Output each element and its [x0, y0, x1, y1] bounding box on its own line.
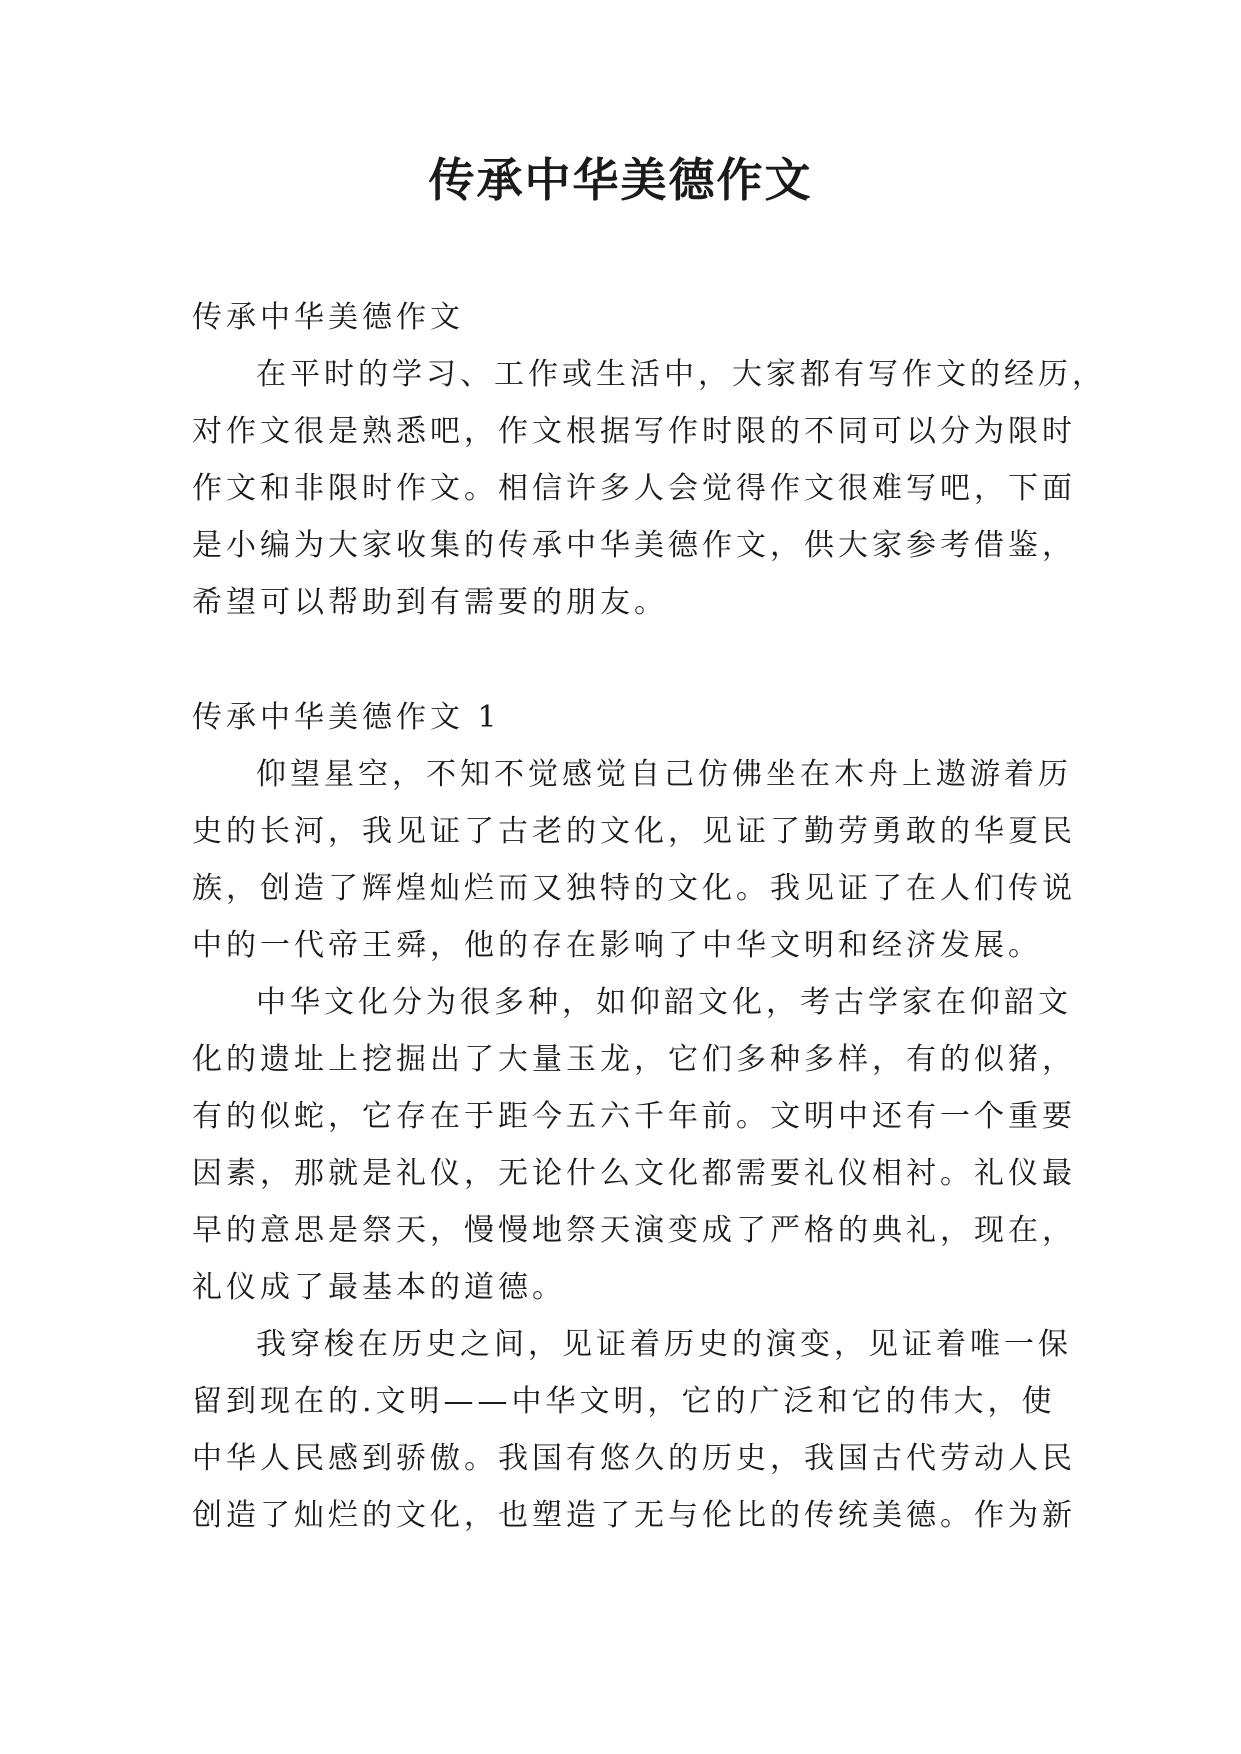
text-line: 希望可以帮助到有需要的朋友。	[192, 585, 668, 620]
text-line: 仰望星空，不知不觉感觉自己仿佛坐在木舟上遨游着历	[256, 757, 1072, 792]
intro-paragraph	[192, 346, 1106, 631]
text-line: 中华人民感到骄傲。我国有悠久的历史，我国古代劳动人民	[192, 1441, 1076, 1476]
document-title: 传承中华美德作文	[428, 153, 813, 207]
text-line: 我穿梭在历史之间，见证着历史的演变，见证着唯一保	[256, 1327, 1072, 1362]
section-spacer	[192, 631, 1062, 689]
text-line: 早的意思是祭天，慢慢地祭天演变成了严格的典礼，现在，	[192, 1213, 1076, 1248]
text-line: 在平时的学习、工作或生活中，大家都有写作文的经历，	[256, 357, 1106, 392]
text-line: 作文和非限时作文。相信许多人会觉得作文很难写吧，下面	[192, 471, 1076, 506]
paragraph-1	[192, 746, 1076, 974]
section-heading: 传承中华美德作文 1	[192, 700, 501, 735]
text-line: 创造了灿烂的文化，也塑造了无与伦比的传统美德。作为新	[192, 1498, 1076, 1533]
subtitle: 传承中华美德作文	[192, 300, 464, 335]
paragraph-3	[192, 1316, 1076, 1544]
text-line: 因素，那就是礼仪，无论什么文化都需要礼仪相衬。礼仪最	[192, 1156, 1076, 1191]
paragraph-2	[192, 974, 1076, 1316]
text-line: 史的长河，我见证了古老的文化，见证了勤劳勇敢的华夏民	[192, 814, 1076, 849]
text-line: 中华文化分为很多种，如仰韶文化，考古学家在仰韶文	[256, 985, 1072, 1020]
text-line: 族，创造了辉煌灿烂而又独特的文化。我见证了在人们传说	[192, 871, 1076, 906]
text-line: 留到现在的.文明——中华文明，它的广泛和它的伟大，使	[192, 1384, 1056, 1419]
text-line: 化的遗址上挖掘出了大量玉龙，它们多种多样，有的似猪，	[192, 1042, 1076, 1077]
text-line: 有的似蛇，它存在于距今五六千年前。文明中还有一个重要	[192, 1099, 1076, 1134]
text-line: 是小编为大家收集的传承中华美德作文，供大家参考借鉴，	[192, 528, 1076, 563]
document-body	[192, 289, 1106, 1544]
text-line: 礼仪成了最基本的道德。	[192, 1270, 566, 1305]
text-line: 对作文很是熟悉吧，作文根据写作时限的不同可以分为限时	[192, 414, 1076, 449]
text-line: 中的一代帝王舜，他的存在影响了中华文明和经济发展。	[192, 928, 1042, 963]
